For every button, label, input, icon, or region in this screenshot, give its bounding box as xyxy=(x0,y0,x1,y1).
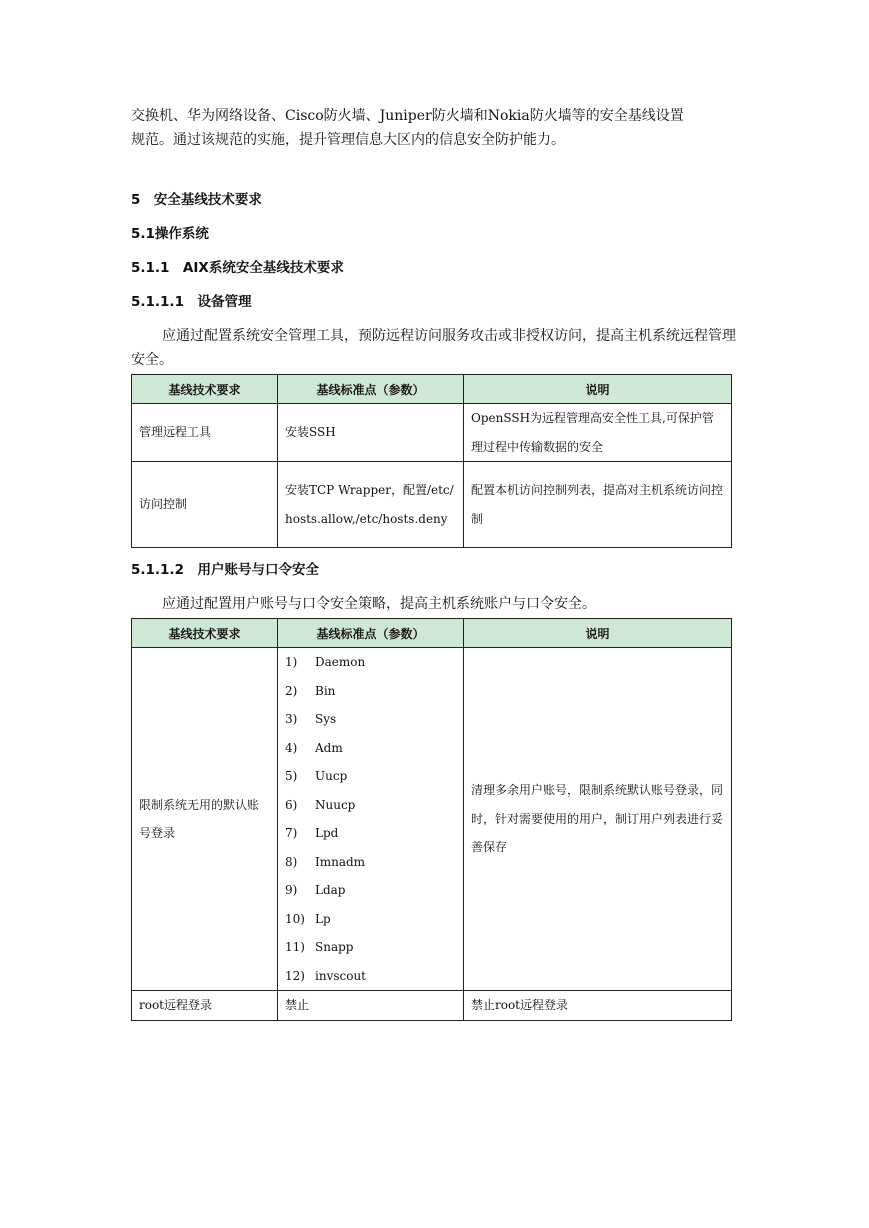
table-cell-std: 禁止 xyxy=(278,991,464,1021)
list-item xyxy=(285,734,456,763)
list-item-number: 6) xyxy=(285,797,298,812)
table-header-row xyxy=(132,619,732,648)
list-item-name: Lpd xyxy=(315,826,339,840)
list-item-name: Ldap xyxy=(315,883,346,897)
list-item xyxy=(285,648,456,677)
heading-5-1: 5.1操作系统 xyxy=(131,226,209,242)
table-cell-req: root远程登录 xyxy=(132,991,278,1021)
list-item-name: Adm xyxy=(315,740,343,755)
table-cell-req: 访问控制 xyxy=(132,462,278,548)
list-item-name: Sys xyxy=(315,712,337,726)
table-cell-std: 安装SSH xyxy=(278,404,464,462)
list-item-name: Imnadm xyxy=(315,854,366,869)
account-list-cell xyxy=(278,648,464,991)
heading-5-1-1-2: 5.1.1.2 用户账号与口令安全 xyxy=(131,562,319,578)
list-item-number: 2) xyxy=(285,683,298,698)
table-cell-desc: OpenSSH为远程管理高安全性工具,可保护管理过程中传输数据的安全 xyxy=(464,404,732,462)
list-item xyxy=(285,705,456,734)
list-item-number: 5) xyxy=(285,769,298,783)
table-cell-std: 安装TCP Wrapper，配置/etc/hosts.allow,/etc/hosts.deny xyxy=(278,462,464,548)
table-row xyxy=(132,991,732,1021)
section1-paragraph: 应通过配置系统安全管理工具，预防远程访问服务攻击或非授权访问，提高主机系统远程管理安全。 xyxy=(131,328,736,368)
list-item xyxy=(285,962,456,991)
list-item-number: 9) xyxy=(285,883,298,897)
table-cell-desc: 禁止root远程登录 xyxy=(464,991,732,1021)
section2-paragraph: 应通过配置用户账号与口令安全策略，提高主机系统账户与口令安全。 xyxy=(162,596,596,612)
table-cell-req: 限制系统无用的默认账号登录 xyxy=(132,648,278,991)
list-item-number: 8) xyxy=(285,854,298,869)
list-item xyxy=(285,848,456,877)
list-item xyxy=(285,677,456,706)
heading-5: 5 安全基线技术要求 xyxy=(131,192,262,208)
header-cell: 说明 xyxy=(464,375,732,404)
heading-5-1-1-1: 5.1.1.1 设备管理 xyxy=(131,294,252,310)
heading-5-1-1: 5.1.1 AIX系统安全基线技术要求 xyxy=(131,260,344,276)
list-item xyxy=(285,819,456,848)
list-item-number: 10) xyxy=(285,911,305,926)
list-item xyxy=(285,876,456,905)
intro-line-1: 交换机、华为网络设备、Cisco防火墙、Juniper防火墙和Nokia防火墙等的安全基线设置 xyxy=(131,108,684,124)
table-cell-desc: 配置本机访问控制列表，提高对主机系统访问控制 xyxy=(464,462,732,548)
list-item-number: 7) xyxy=(285,826,298,840)
table-row xyxy=(132,404,732,462)
list-item-name: Nuucp xyxy=(315,797,356,812)
header-cell: 基线标准点（参数） xyxy=(278,619,464,648)
list-item-number: 4) xyxy=(285,740,298,755)
account-list xyxy=(285,648,456,990)
intro-line-2: 规范。通过该规范的实施，提升管理信息大区内的信息安全防护能力。 xyxy=(131,132,565,148)
list-item xyxy=(285,933,456,962)
table-row xyxy=(132,462,732,548)
header-cell: 基线技术要求 xyxy=(132,375,278,404)
list-item xyxy=(285,905,456,934)
device-management-table xyxy=(131,374,732,548)
user-account-table xyxy=(131,618,732,1021)
table-cell-desc: 清理多余用户账号，限制系统默认账号登录，同时，针对需要使用的用户，制订用户列表进行妥善保存 xyxy=(464,648,732,991)
list-item-number: 12) xyxy=(285,968,305,983)
list-item-name: Daemon xyxy=(315,655,366,669)
table-row xyxy=(132,648,732,991)
document-page xyxy=(131,104,737,1021)
list-item xyxy=(285,762,456,791)
list-item-name: Bin xyxy=(315,683,336,698)
list-item-name: Snapp xyxy=(315,940,354,954)
header-cell: 基线技术要求 xyxy=(132,619,278,648)
list-item-name: Uucp xyxy=(315,769,348,783)
list-item-name: invscout xyxy=(315,968,366,983)
list-item xyxy=(285,791,456,820)
header-cell: 基线标准点（参数） xyxy=(278,375,464,404)
list-item-name: Lp xyxy=(315,911,331,926)
list-item-number: 1) xyxy=(285,655,298,669)
table-cell-req: 管理远程工具 xyxy=(132,404,278,462)
table-header-row xyxy=(132,375,732,404)
header-cell: 说明 xyxy=(464,619,732,648)
list-item-number: 3) xyxy=(285,712,298,726)
list-item-number: 11) xyxy=(285,940,305,954)
